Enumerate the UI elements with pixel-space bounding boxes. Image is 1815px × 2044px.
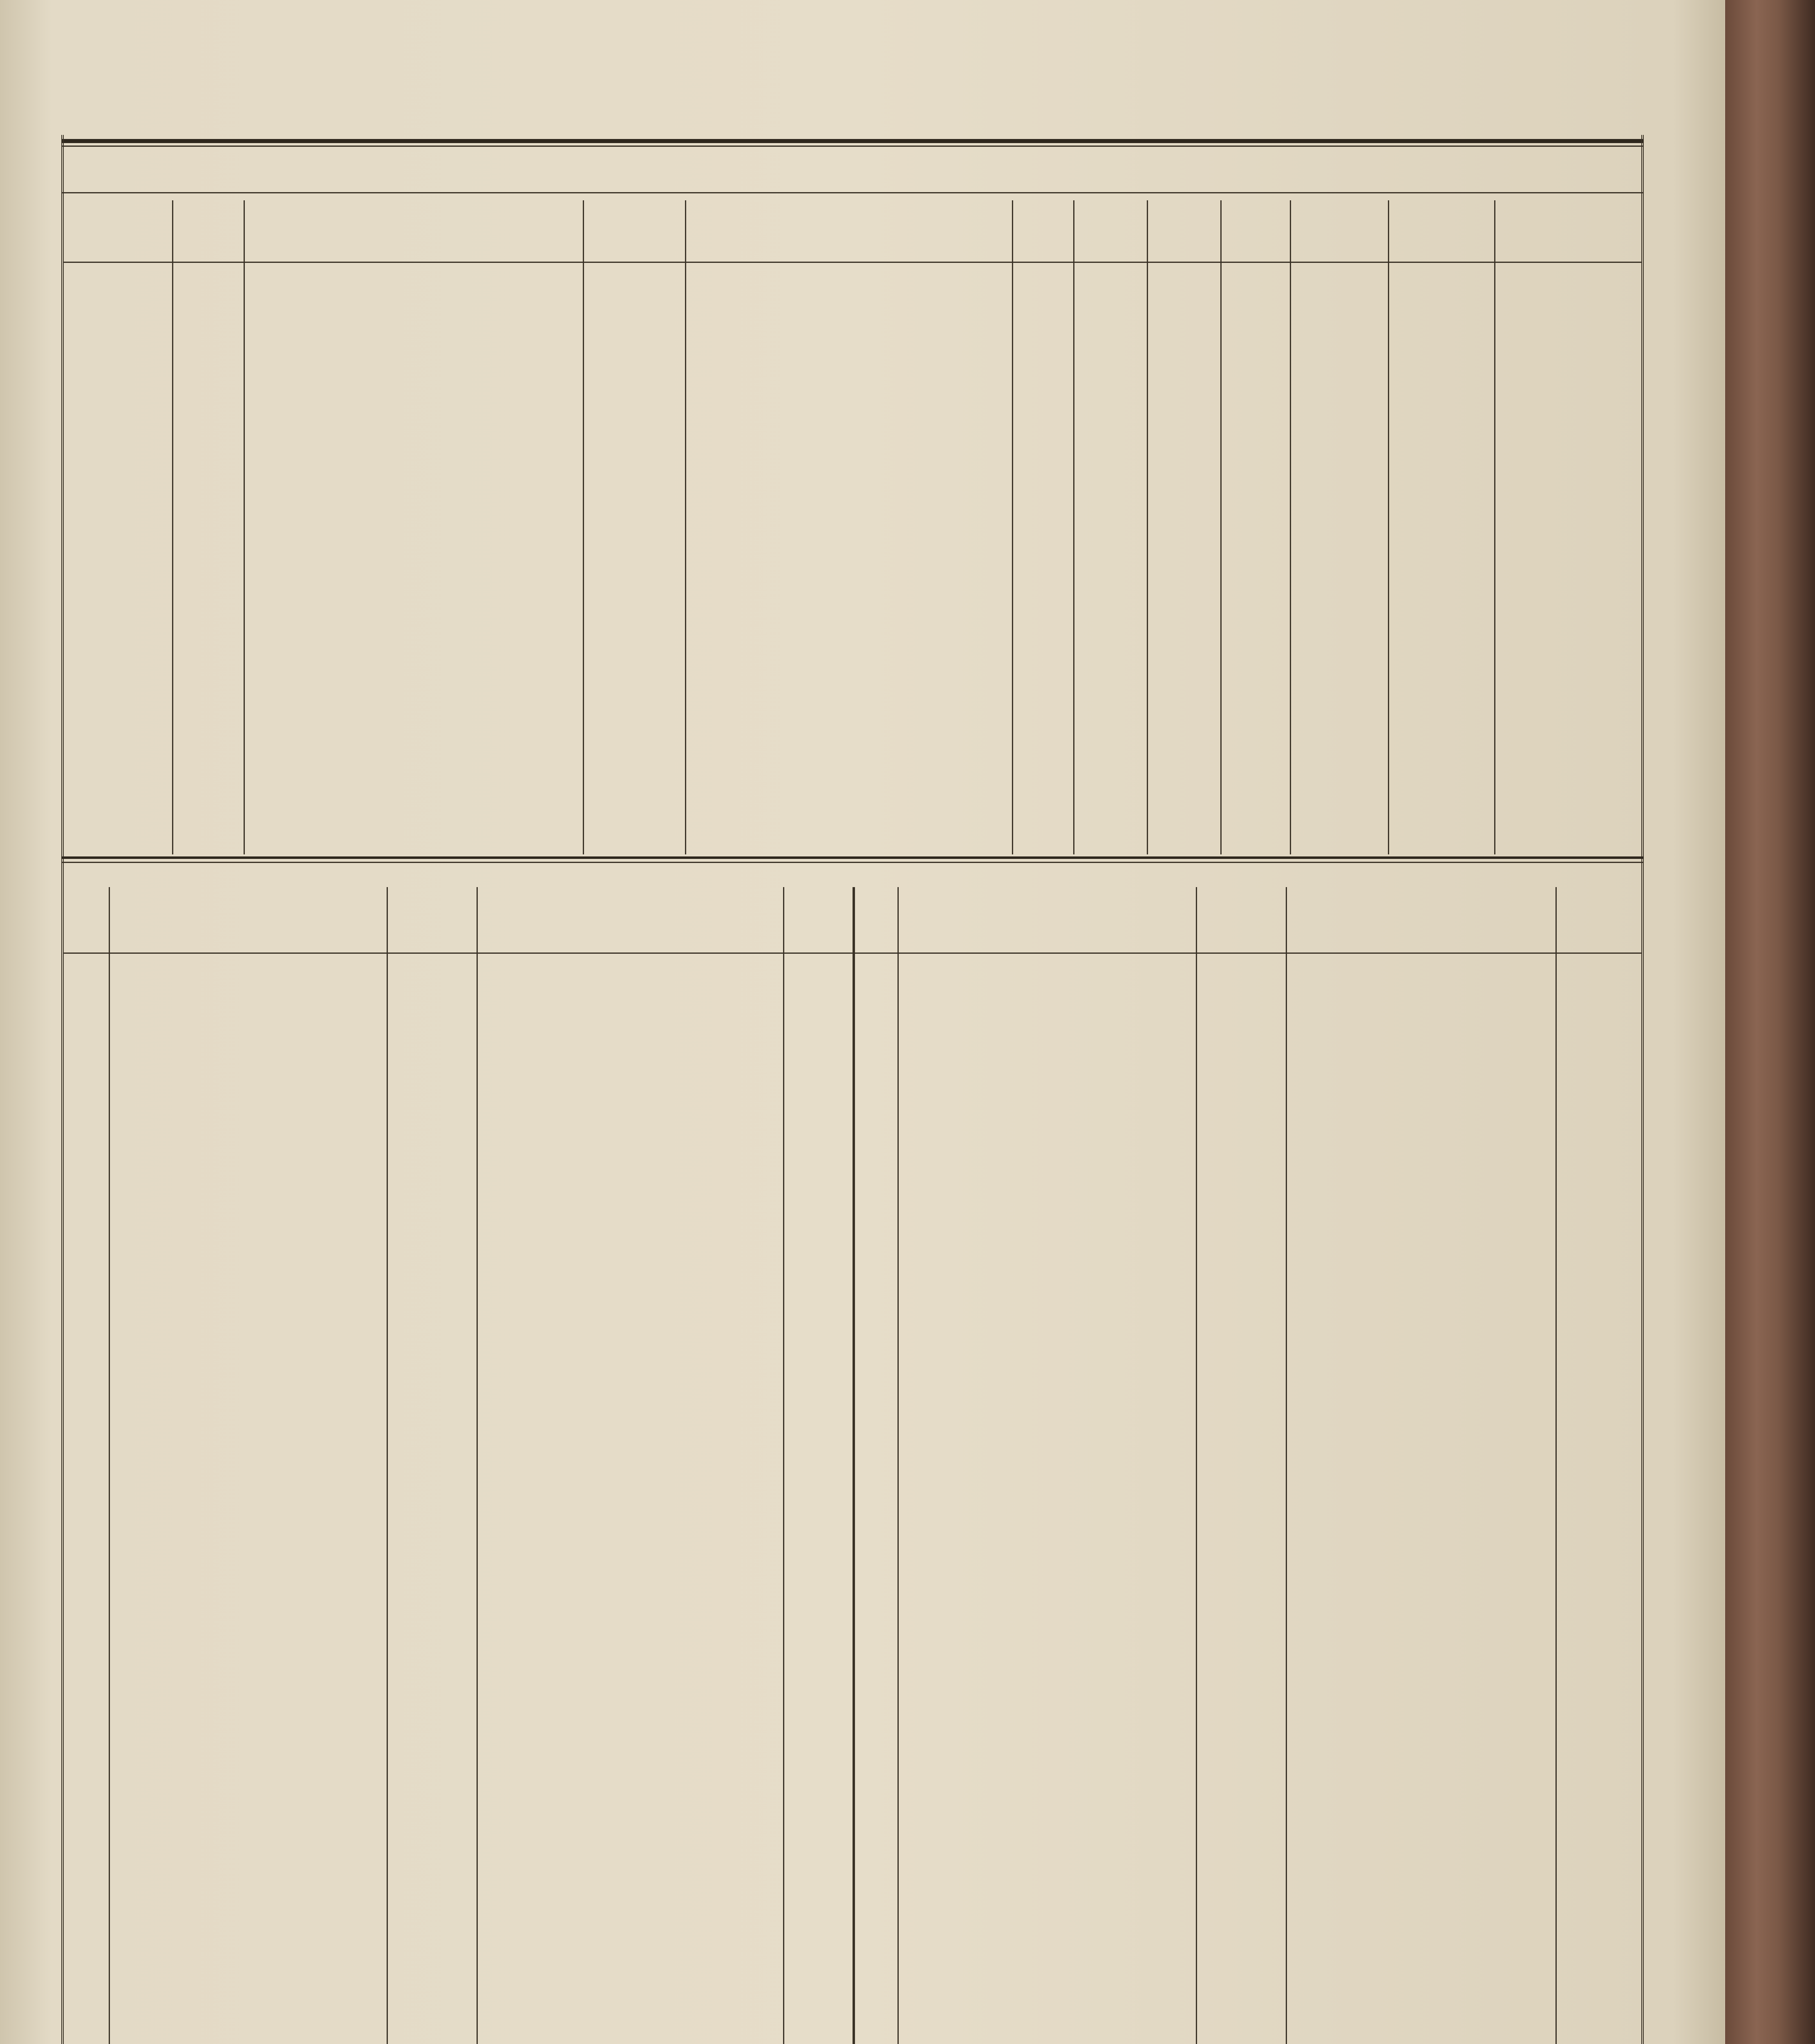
mid-rule — [61, 856, 1644, 859]
book-binding — [1725, 0, 1815, 2044]
mid-rule-thin — [61, 862, 1644, 863]
foreign-railways-table — [64, 200, 1641, 854]
french-securities-table — [64, 887, 1641, 2044]
